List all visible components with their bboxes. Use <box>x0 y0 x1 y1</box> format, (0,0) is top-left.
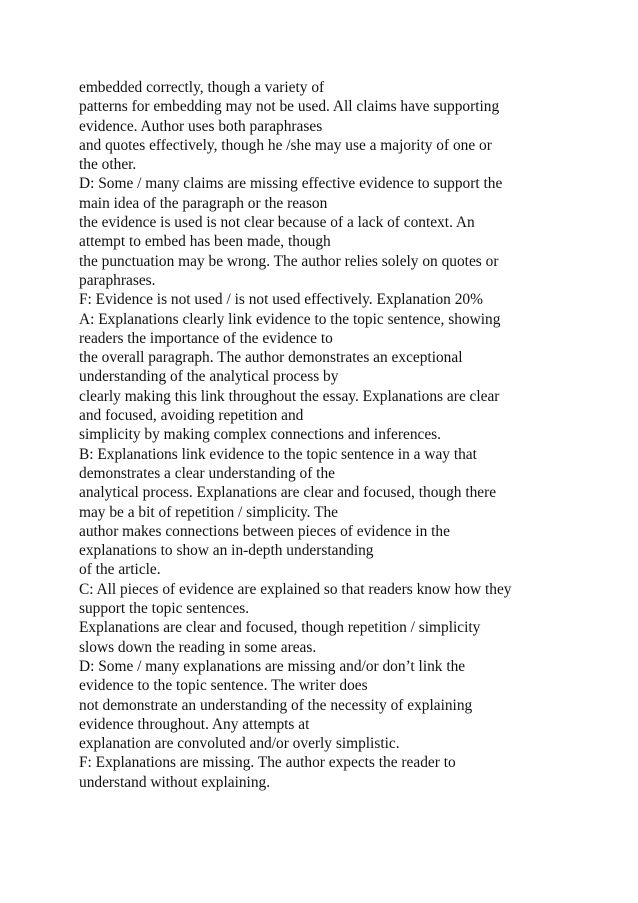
text-line: paraphrases. <box>79 271 156 289</box>
text-line: support the topic sentences. <box>79 600 250 618</box>
text-line: B: Explanations link evidence to the topic sentence in a way that <box>79 445 477 463</box>
text-line: D: Some / many explanations are missing and/or don’t link the <box>79 657 466 675</box>
text-line: not demonstrate an understanding of the necessity of explaining <box>79 696 473 714</box>
text-line: explanation are convoluted and/or overly simplistic. <box>79 735 400 753</box>
text-line: evidence. Author uses both paraphrases <box>79 117 323 135</box>
text-line: understanding of the analytical process by <box>79 368 339 386</box>
body-text <box>79 78 624 792</box>
text-line: A: Explanations clearly link evidence to the topic sentence, showing <box>79 310 501 328</box>
text-line: the other. <box>79 156 137 174</box>
text-line: readers the importance of the evidence to <box>79 329 333 347</box>
text-line: understand without explaining. <box>79 773 271 791</box>
text-line: patterns for embedding may not be used. All claims have supporting <box>79 98 500 116</box>
text-line: the punctuation may be wrong. The author relies solely on quotes or <box>79 252 499 270</box>
text-line: evidence throughout. Any attempts at <box>79 715 310 733</box>
text-line: embedded correctly, though a variety of <box>79 79 325 96</box>
text-line: attempt to embed has been made, though <box>79 233 331 251</box>
text-line: and focused, avoiding repetition and <box>79 407 304 425</box>
text-line: author makes connections between pieces of evidence in the <box>79 522 450 540</box>
text-line: and quotes effectively, though he /she may use a majority of one or <box>79 136 492 154</box>
text-line: may be a bit of repetition / simplicity. The <box>79 503 339 521</box>
text-line: main idea of the paragraph or the reason <box>79 194 328 212</box>
text-line: clearly making this link throughout the essay. Explanations are clear <box>79 387 500 405</box>
text-line: F: Explanations are missing. The author expects the reader to <box>79 754 456 772</box>
text-line: the overall paragraph. The author demonstrates an exceptional <box>79 349 463 367</box>
text-line: the evidence is used is not clear because of a lack of context. An <box>79 214 475 232</box>
text-line: Explanations are clear and focused, though repetition / simplicity <box>79 619 481 637</box>
text-line: explanations to show an in-depth understanding <box>79 542 374 560</box>
text-line: demonstrates a clear understanding of the <box>79 464 335 482</box>
text-line: D: Some / many claims are missing effective evidence to support the <box>79 175 503 193</box>
text-line: simplicity by making complex connections and inferences. <box>79 426 442 444</box>
text-line: slows down the reading in some areas. <box>79 638 317 656</box>
text-line: evidence to the topic sentence. The writer does <box>79 677 368 695</box>
text-line: C: All pieces of evidence are explained so that readers know how they <box>79 580 512 598</box>
text-line: of the article. <box>79 561 161 579</box>
text-line: analytical process. Explanations are clear and focused, though there <box>79 484 497 502</box>
text-line: F: Evidence is not used / is not used effectively. Explanation 20% <box>79 291 483 309</box>
